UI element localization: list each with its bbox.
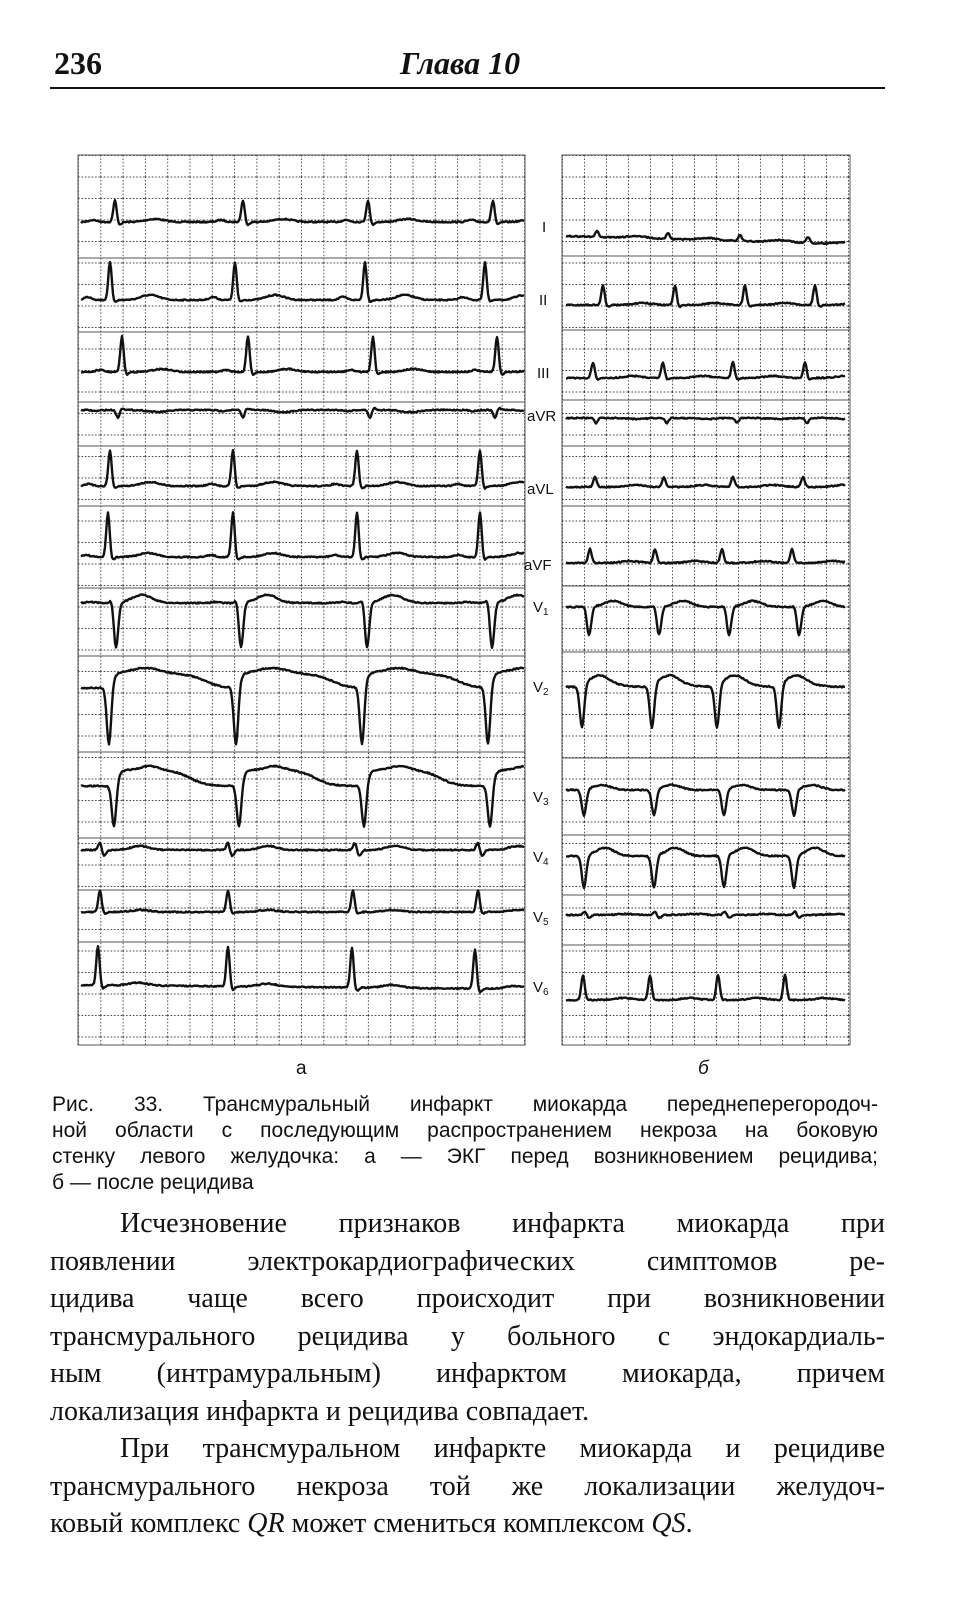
ecg-panel-a xyxy=(78,155,525,1045)
body-line: ным (интрамуральным) инфарктом миокарда, причем xyxy=(50,1358,885,1389)
ecg-grid-strip xyxy=(78,332,525,402)
panel-label-b: б xyxy=(698,1058,709,1079)
body-line xyxy=(50,1505,885,1543)
caption-line: стенку левого желудочка: а — ЭКГ перед возникновением рецидива; xyxy=(52,1145,878,1168)
lead-label-V6: $V_6$ xyxy=(533,979,549,998)
ecg-grid-strip xyxy=(562,895,850,945)
ecg-panel-b xyxy=(562,155,850,1045)
body-line: трансмурального некроза той же локализации желудоч- xyxy=(50,1470,885,1502)
ecg-grid-strip xyxy=(78,402,525,446)
lead-label-I: I xyxy=(542,219,547,236)
body-line: появлении электрокардиографических симптомов ре- xyxy=(50,1245,885,1277)
ecg-grid-strip xyxy=(78,942,525,1045)
term-qs: QS xyxy=(651,1508,686,1539)
lead-label-V4: $V_4$ xyxy=(533,849,549,868)
caption-line: ной области с последующим распространением некроза на боковую xyxy=(52,1119,878,1142)
chapter-title: Глава 10 xyxy=(400,45,521,81)
ecg-grid-strip xyxy=(562,446,850,506)
term-qr: QR xyxy=(247,1508,285,1539)
text-segment: . xyxy=(685,1508,693,1539)
ecg-grid-strip xyxy=(562,155,850,256)
text-segment: ковый комплекс xyxy=(50,1508,248,1539)
body-line: Исчезновение признаков инфаркта миокарда при xyxy=(120,1208,885,1239)
ecg-grid-strip xyxy=(78,446,525,506)
caption-line: Рис. 33. Трансмуральный инфаркт миокарда переднеперегородоч- xyxy=(52,1093,878,1116)
lead-label-II: II xyxy=(539,292,548,309)
body-line: трансмурального рецидива у больного с эндокардиаль- xyxy=(50,1320,885,1352)
panel-label-a: а xyxy=(296,1058,307,1079)
ecg-grid-strip xyxy=(78,588,525,656)
ecg-grid-strip xyxy=(562,506,850,586)
lead-label-aVF: aVF xyxy=(524,557,552,574)
lead-label-V5: $V_5$ xyxy=(533,909,549,928)
ecg-grid-strip xyxy=(78,890,525,942)
ecg-grid-strip xyxy=(78,506,525,588)
text-segment: может смениться комплексом xyxy=(284,1508,652,1539)
ecg-grid-strip xyxy=(562,945,850,1045)
body-line: локализация инфаркта и рецидива совпадает. xyxy=(50,1395,590,1427)
ecg-grid-strip xyxy=(562,758,850,835)
ecg-grid-strip xyxy=(78,656,525,752)
caption-line: б — после рецидива xyxy=(52,1171,254,1194)
lead-label-V2: $V_2$ xyxy=(533,679,549,698)
body-line: При трансмуральном инфаркте миокарда и рецидиве xyxy=(120,1433,885,1464)
lead-label-III: III xyxy=(537,365,550,382)
page-number: 236 xyxy=(54,45,102,81)
ecg-grid-strip xyxy=(562,586,850,652)
lead-label-aVR: aVR xyxy=(527,408,557,425)
lead-labels xyxy=(524,219,556,998)
ecg-grid-strip xyxy=(562,835,850,895)
figure-caption xyxy=(52,1092,878,1196)
ecg-grid-strip xyxy=(78,752,525,838)
lead-label-V3: $V_3$ xyxy=(533,789,549,808)
body-line: цидива чаще всего происходит при возникновении xyxy=(50,1283,885,1314)
lead-label-aVL: aVL xyxy=(527,481,554,498)
body-text xyxy=(50,1205,885,1543)
ecg-grid-strip xyxy=(562,652,850,758)
lead-label-V1: $V_1$ xyxy=(533,599,549,618)
ecg-grid-strip xyxy=(78,155,525,258)
